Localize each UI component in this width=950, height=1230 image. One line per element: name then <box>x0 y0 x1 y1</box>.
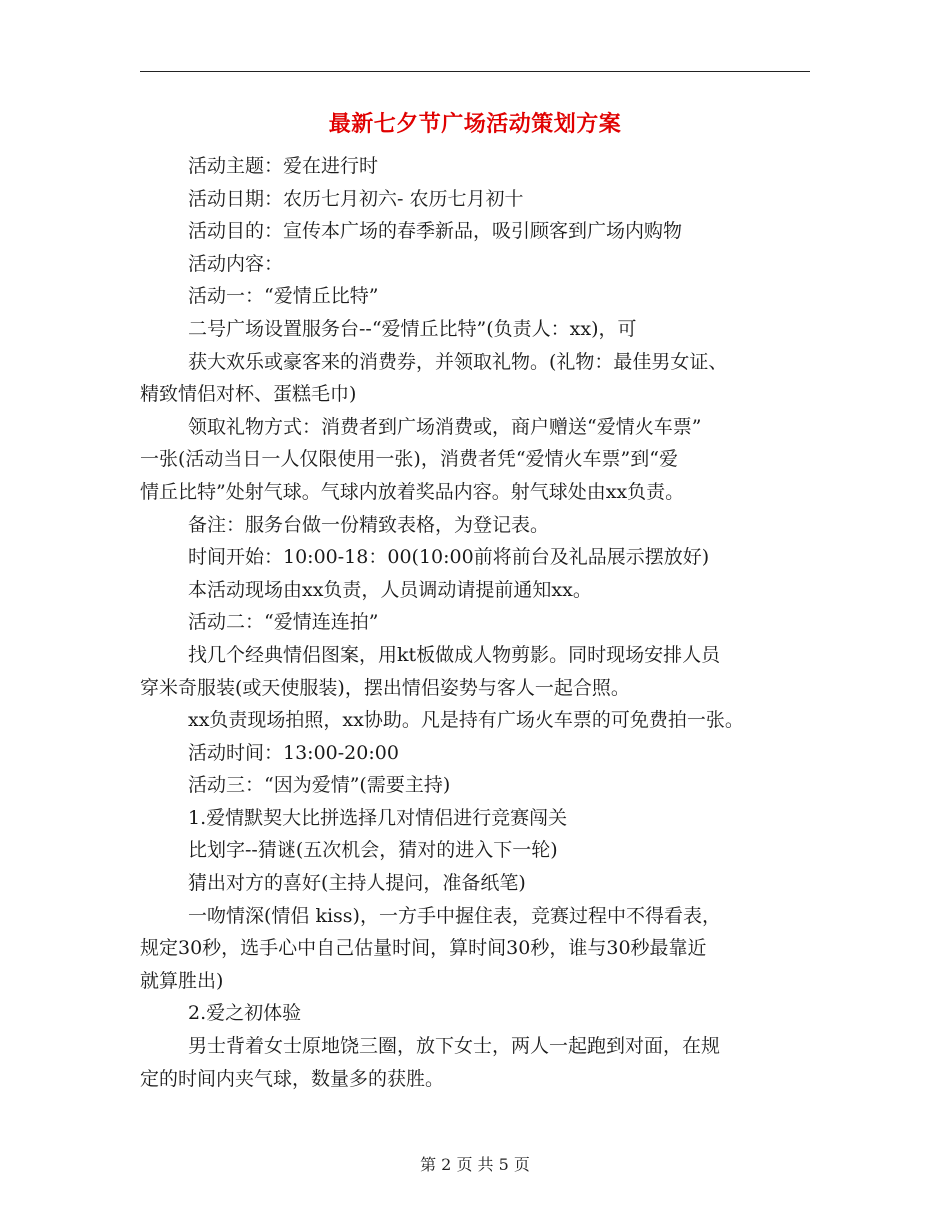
text-line: 活动日期：农历七月初六- 农历七月初十 <box>188 187 524 210</box>
text-line: 领取礼物方式：消费者到广场消费或，商户赠送“爱情火车票” <box>188 415 702 438</box>
document-body <box>140 150 808 1095</box>
text-line: 活动目的：宣传本广场的春季新品，吸引顾客到广场内购物 <box>188 220 683 243</box>
text-line: 定的时间内夹气球，数量多的获胜。 <box>140 1067 445 1090</box>
text-line: 找几个经典情侣图案，用kt板做成人物剪影。同时现场安排人员 <box>188 643 721 666</box>
text-line: 本活动现场由xx负责，人员调动请提前通知xx。 <box>188 578 592 601</box>
text-line: 二号广场设置服务台--“爱情丘比特”(负责人：xx)，可 <box>188 317 637 340</box>
text-line: 2.爱之初体验 <box>188 1002 302 1025</box>
text-line: xx负责现场拍照，xx协助。凡是持有广场火车票的可免费拍一张。 <box>188 709 744 732</box>
text-line: 精致情侣对杯、蛋糕毛巾) <box>140 383 357 406</box>
page-footer: 第 2 页 共 5 页 <box>420 1155 530 1174</box>
text-line: 活动主题：爱在进行时 <box>188 155 379 177</box>
text-line: 一吻情深(情侣 kiss)，一方手中握住表，竞赛过程中不得看表， <box>188 904 721 927</box>
text-line: 时间开始：10:00-18：00(10:00前将前台及礼品展示摆放好) <box>188 546 710 569</box>
text-line: 获大欢乐或豪客来的消费券，并领取礼物。(礼物：最佳男女证、 <box>188 350 728 373</box>
header-rule <box>140 71 810 72</box>
text-line: 活动三：“因为爱情”(需要主持) <box>188 774 451 797</box>
text-line: 一张(活动当日一人仅限使用一张)，消费者凭“爱情火车票”到“爱 <box>140 448 678 471</box>
document-title: 最新七夕节广场活动策划方案 <box>328 111 622 137</box>
text-line: 活动一：“爱情丘比特” <box>188 285 379 308</box>
text-line: 1.爱情默契大比拼选择几对情侣进行竞赛闯关 <box>188 806 568 829</box>
text-line: 男士背着女士原地饶三圈，放下女士，两人一起跑到对面，在规 <box>188 1035 721 1058</box>
text-line: 规定30秒，选手心中自己估量时间，算时间30秒，谁与30秒最靠近 <box>140 937 707 960</box>
text-line: 活动内容： <box>188 252 284 275</box>
text-line: 备注：服务台做一份精致表格，为登记表。 <box>188 513 550 536</box>
text-line: 活动二：“爱情连连拍” <box>188 611 379 634</box>
text-line: 就算胜出) <box>140 969 224 992</box>
text-line: 活动时间：13:00-20:00 <box>188 741 399 764</box>
text-line: 比划字--猜谜(五次机会，猜对的进入下一轮) <box>188 839 558 862</box>
text-line: 穿米奇服装(或天使服装)，摆出情侣姿势与客人一起合照。 <box>140 676 630 699</box>
text-line: 情丘比特”处射气球。气球内放着奖品内容。射气球处由xx负责。 <box>140 480 685 503</box>
text-line: 猜出对方的喜好(主持人提问，准备纸笔) <box>188 872 526 895</box>
